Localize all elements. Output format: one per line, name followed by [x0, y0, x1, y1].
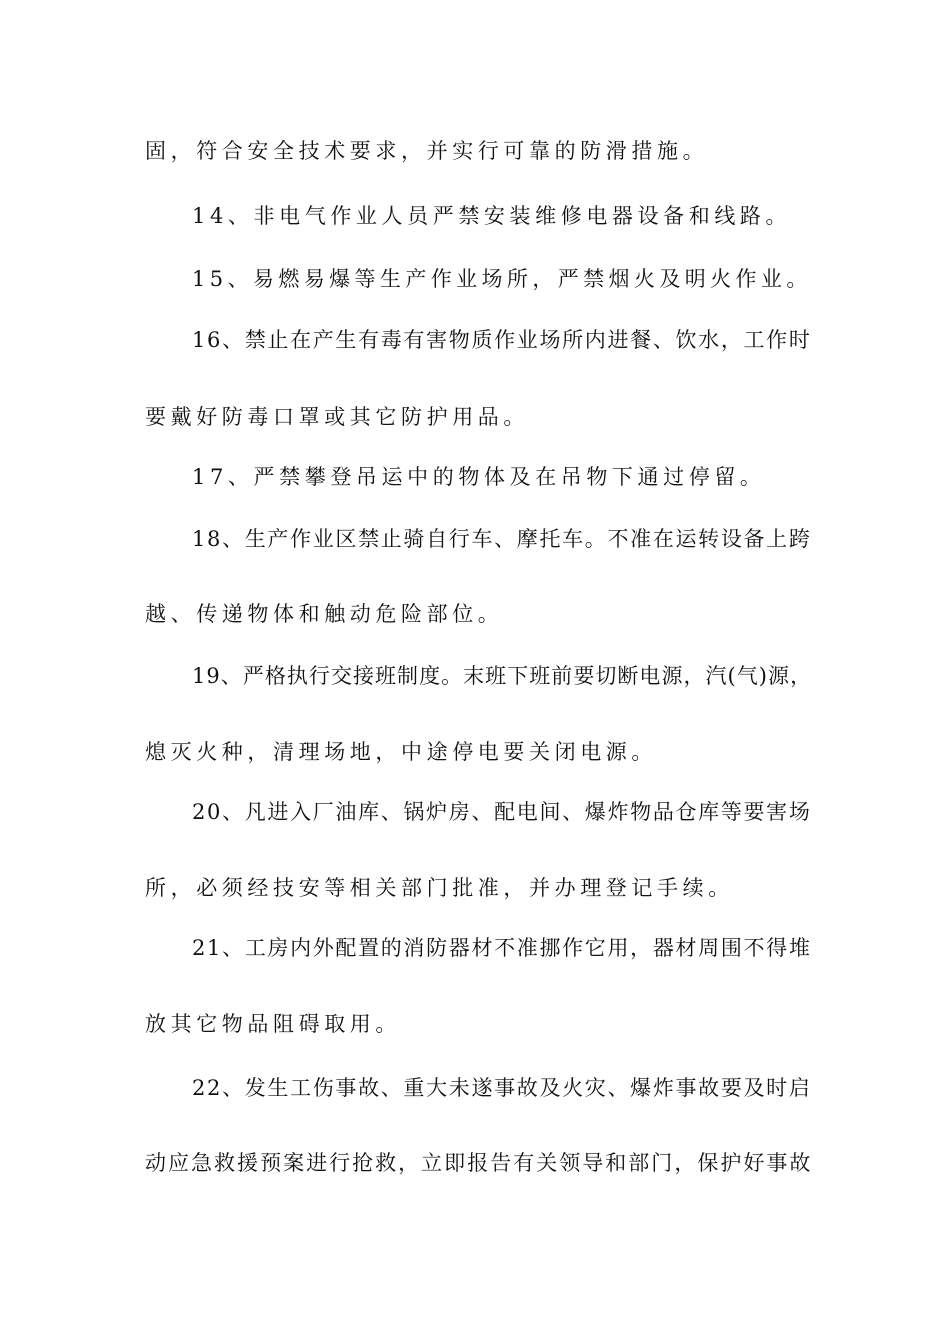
paragraph-line: 动应急救援预案进行抢救，立即报告有关领导和部门，保护好事故: [145, 1151, 813, 1175]
paragraph-line: 放其它物品阻碍取用。: [145, 1012, 401, 1036]
paragraph-line: 16、禁止在产生有毒有害物质作业场所内进餐、饮水，工作时: [192, 328, 812, 352]
paragraph-line: 18、生产作业区禁止骑自行车、摩托车。不准在运转设备上跨: [192, 527, 812, 551]
paragraph-line: 越、传递物体和触动危险部位。: [145, 602, 504, 626]
paragraph-line: 21、工房内外配置的消防器材不准挪作它用，器材周围不得堆: [192, 936, 812, 960]
paragraph-line: 22、发生工伤事故、重大未遂事故及火灾、爆炸事故要及时启: [192, 1076, 812, 1100]
paragraph-line: 熄灭火种，清理场地，中途停电要关闭电源。: [145, 740, 657, 764]
paragraph-line: 15、易燃易爆等生产作业场所，严禁烟火及明火作业。: [192, 267, 812, 291]
paragraph-line: 所，必须经技安等相关部门批准，并办理登记手续。: [145, 876, 734, 900]
paragraph-line: 要戴好防毒口罩或其它防护用品。: [145, 405, 529, 429]
paragraph-line: 14、非电气作业人员严禁安装维修电器设备和线路。: [192, 204, 792, 228]
paragraph-line: 固，符合安全技术要求，并实行可靠的防滑措施。: [145, 139, 709, 163]
paragraph-line: 19、严格执行交接班制度。末班下班前要切断电源，汽(气)源，: [192, 664, 813, 688]
paragraph-line: 20、凡进入厂油库、锅炉房、配电间、爆炸物品仓库等要害场: [192, 800, 812, 824]
paragraph-line: 17、严禁攀登吊运中的物体及在吊物下通过停留。: [192, 465, 766, 489]
